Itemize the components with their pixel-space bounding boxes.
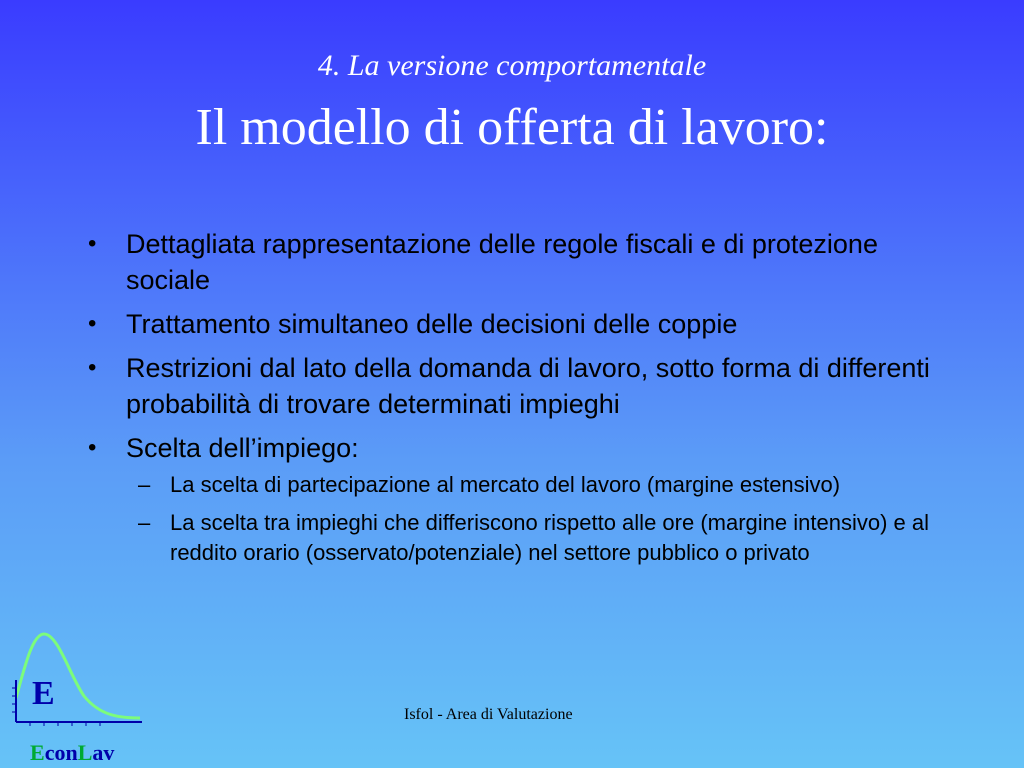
bullet-icon: • bbox=[88, 354, 97, 381]
bullet-item bbox=[84, 306, 964, 342]
bullet-icon: • bbox=[88, 434, 97, 461]
slide-footer: Isfol - Area di Valutazione bbox=[404, 706, 573, 723]
logo-word-part: E bbox=[30, 740, 45, 765]
logo-letter: E bbox=[32, 675, 55, 712]
logo-word-part: con bbox=[44, 740, 78, 765]
bullet-item bbox=[84, 226, 964, 298]
sub-bullet-text: La scelta tra impieghi che differiscono rispetto alle ore (margine intensivo) e al reddito orario (osservato/potenziale) nel settore pubblico o privato bbox=[170, 510, 929, 565]
sub-bullet-list bbox=[126, 470, 964, 568]
logo-word-part: av bbox=[92, 740, 115, 765]
sub-bullet-item bbox=[126, 508, 964, 568]
slide-subtitle: 4. La versione comportamentale bbox=[317, 49, 707, 82]
bullet-icon: • bbox=[88, 230, 97, 257]
bullet-text: Trattamento simultaneo delle decisioni delle coppie bbox=[126, 309, 738, 339]
logo-wordmark bbox=[30, 740, 114, 766]
bullet-list bbox=[84, 226, 964, 576]
logo-word-part: L bbox=[77, 740, 93, 765]
bullet-text: Dettagliata rappresentazione delle regole fiscali e di protezione sociale bbox=[126, 229, 878, 295]
bullet-item bbox=[84, 430, 964, 568]
logo-ticks bbox=[12, 688, 100, 726]
sub-bullet-item bbox=[126, 470, 964, 500]
slide-title: Il modello di offerta di lavoro: bbox=[195, 99, 829, 156]
dash-icon: – bbox=[138, 472, 151, 497]
bullet-icon: • bbox=[88, 310, 97, 337]
dash-icon: – bbox=[138, 510, 151, 535]
sub-bullet-text: La scelta di partecipazione al mercato del lavoro (margine estensivo) bbox=[170, 472, 841, 497]
bullet-text: Scelta dell’impiego: bbox=[126, 433, 359, 463]
bullet-item bbox=[84, 350, 964, 422]
bullet-text: Restrizioni dal lato della domanda di lavoro, sotto forma di differenti probabilità di trovare determinati impieghi bbox=[126, 353, 930, 419]
